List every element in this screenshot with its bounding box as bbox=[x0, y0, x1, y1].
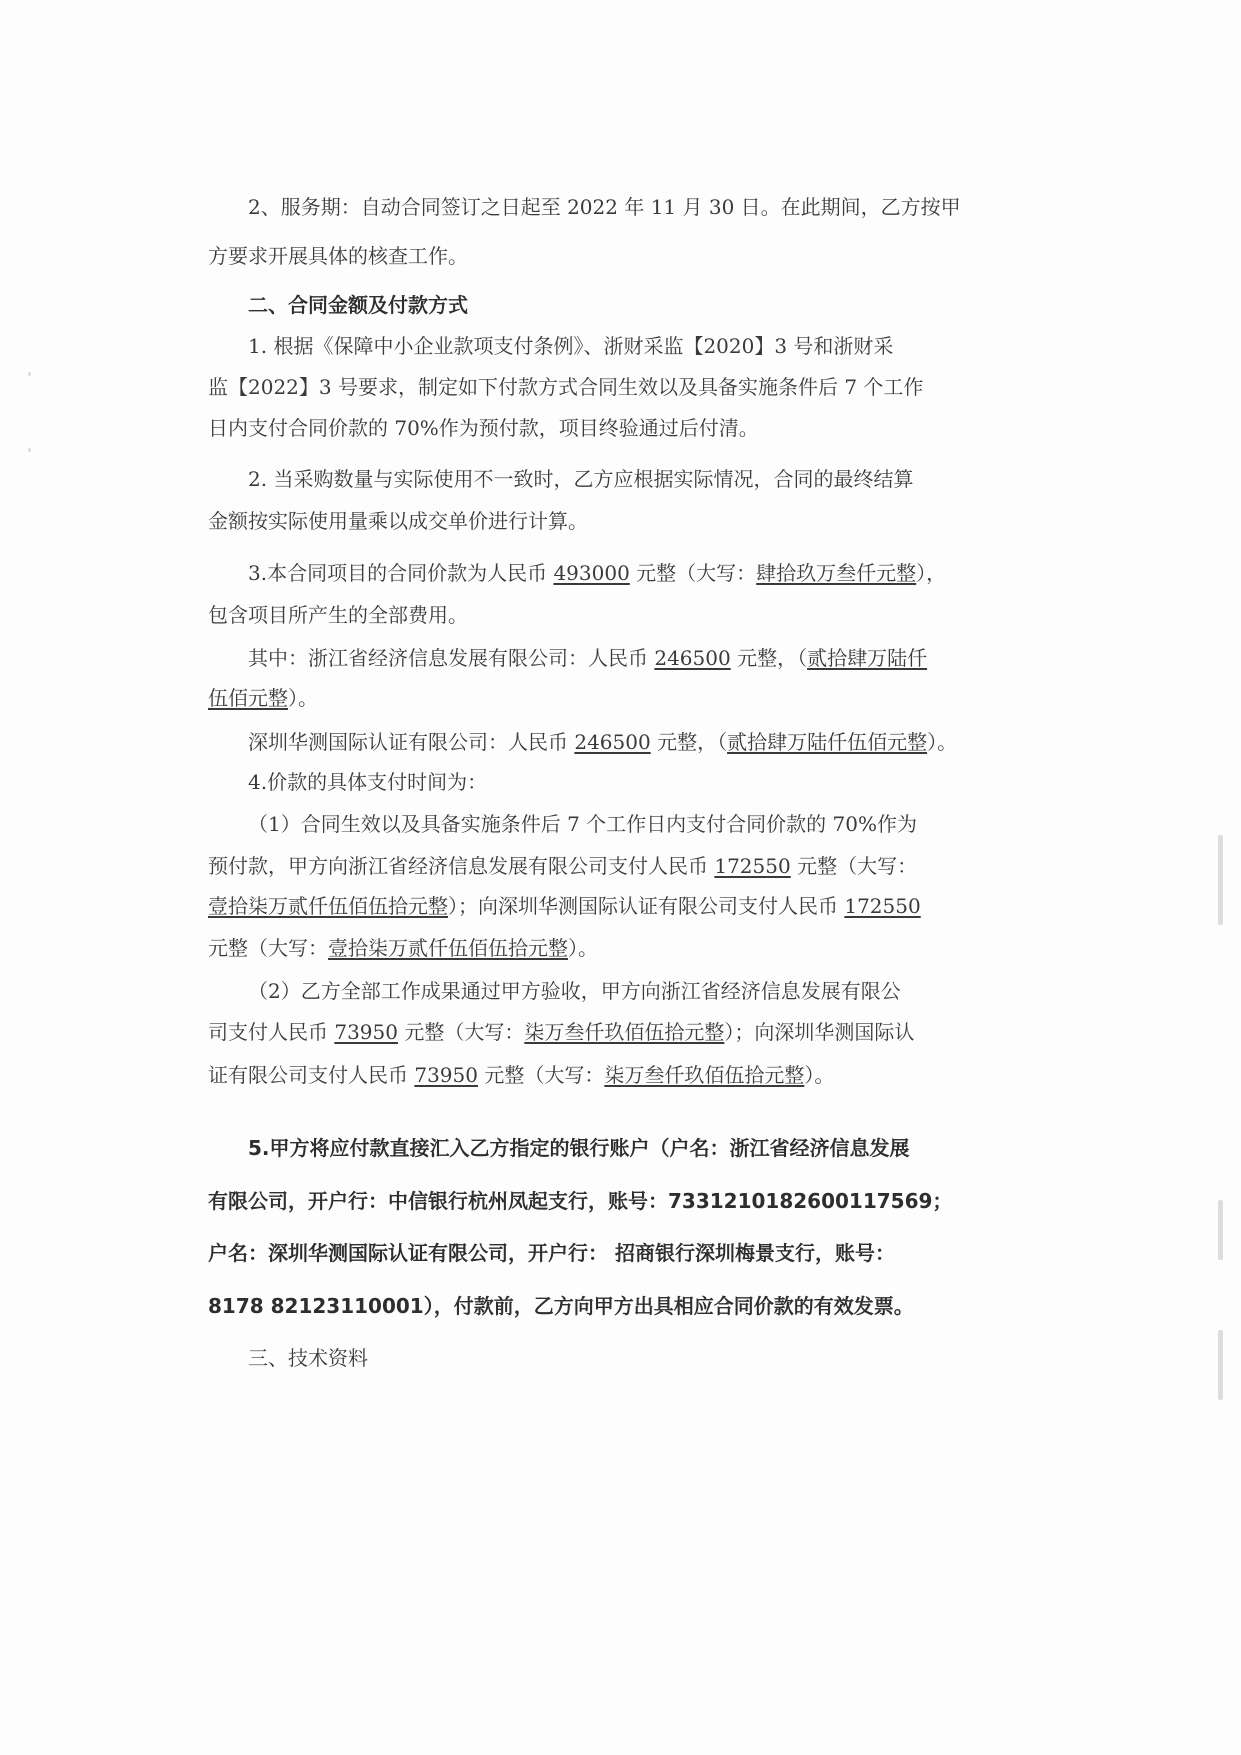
paragraph-line: 有限公司，开户行：中信银行杭州凤起支行，账号：7331210182600117569； bbox=[208, 1189, 953, 1213]
paragraph-line: 1. 根据《保障中小企业款项支付条例》、浙财采监【2020】3 号和浙财采 bbox=[248, 334, 894, 358]
amount-in-words: 壹拾柒万贰仟伍佰伍拾元整 bbox=[208, 894, 448, 918]
text-span: 元整（大写： bbox=[397, 1020, 525, 1044]
paragraph-line: 监【2022】3 号要求，制定如下付款方式合同生效以及具备实施条件后 7 个工作 bbox=[208, 375, 924, 399]
amount-value: 73950 bbox=[414, 1063, 478, 1087]
paragraph-line: 方要求开展具体的核查工作。 bbox=[208, 244, 468, 268]
paragraph-line: 包含项目所产生的全部费用。 bbox=[208, 603, 468, 627]
amount-value: 246500 bbox=[654, 646, 731, 670]
paragraph-line: 金额按实际使用量乘以成交单价进行计算。 bbox=[208, 509, 588, 533]
text-span: ）。 bbox=[288, 686, 318, 710]
text-span: ）。 bbox=[568, 936, 598, 960]
text-span: 元整，（ bbox=[730, 646, 808, 670]
paragraph-line bbox=[208, 682, 318, 714]
paragraph-line bbox=[208, 850, 917, 882]
amount-in-words: 贰拾肆万陆仟伍佰元整 bbox=[727, 730, 928, 754]
amount-in-words: 肆拾玖万叁仟元整 bbox=[756, 561, 917, 585]
paragraph-line: 8178 82123110001），付款前，乙方向甲方出具相应合同价款的有效发票。 bbox=[208, 1294, 914, 1318]
paragraph-line: 2、服务期：自动合同签订之日起至 2022 年 11 月 30 日。在此期间，乙方按甲 bbox=[248, 195, 961, 219]
text-span: 深圳华测国际认证有限公司：人民币 bbox=[248, 730, 575, 754]
text-span: ）。 bbox=[927, 730, 958, 754]
scan-artifact bbox=[1218, 1330, 1223, 1400]
text-span: 预付款，甲方向浙江省经济信息发展有限公司支付人民币 bbox=[208, 854, 715, 878]
text-span: 司支付人民币 bbox=[208, 1020, 335, 1044]
paragraph-line: 5.甲方将应付款直接汇入乙方指定的银行账户（户名：浙江省经济信息发展 bbox=[248, 1136, 910, 1160]
paragraph-line bbox=[208, 1059, 834, 1091]
paragraph-line bbox=[208, 932, 598, 964]
amount-in-words: 柒万叁仟玖佰伍拾元整 bbox=[604, 1063, 805, 1087]
amount-in-words: 壹拾柒万贰仟伍佰伍拾元整 bbox=[328, 936, 568, 960]
amount-value: 493000 bbox=[553, 561, 630, 585]
amount-in-words: 贰拾肆万陆仟 bbox=[807, 646, 928, 670]
amount-in-words: 柒万叁仟玖佰伍拾元整 bbox=[524, 1020, 725, 1044]
paragraph-line bbox=[248, 642, 927, 674]
scan-artifact bbox=[1218, 835, 1223, 925]
text-span: 元整，（ bbox=[650, 730, 728, 754]
paragraph-line bbox=[208, 890, 921, 922]
paragraph-line: 4.价款的具体支付时间为： bbox=[248, 770, 488, 794]
text-span: 元整（大写： bbox=[629, 561, 757, 585]
text-span: ）；向深圳华测国际认证有限公司支付人民币 bbox=[448, 894, 845, 918]
text-span: ）， bbox=[916, 561, 947, 585]
paragraph-line: （2）乙方全部工作成果通过甲方验收，甲方向浙江省经济信息发展有限公 bbox=[248, 979, 901, 1003]
amount-value: 246500 bbox=[574, 730, 651, 754]
text-span: 元整（大写： bbox=[790, 854, 918, 878]
paragraph-line: 日内支付合同价款的 70%作为预付款，项目终验通过后付清。 bbox=[208, 416, 759, 440]
section-heading: 三、技术资料 bbox=[248, 1346, 368, 1370]
text-span: 元整（大写： bbox=[477, 1063, 605, 1087]
paragraph-line bbox=[208, 1016, 914, 1048]
text-span: ）。 bbox=[804, 1063, 835, 1087]
scan-artifact bbox=[1218, 1200, 1223, 1260]
paragraph-line: 2. 当采购数量与实际使用不一致时，乙方应根据实际情况，合同的最终结算 bbox=[248, 467, 914, 491]
paragraph-line: （1）合同生效以及具备实施条件后 7 个工作日内支付合同价款的 70%作为 bbox=[248, 812, 917, 836]
amount-in-words: 伍佰元整 bbox=[208, 686, 288, 710]
text-span: 元整（大写： bbox=[208, 936, 328, 960]
amount-value: 73950 bbox=[334, 1020, 398, 1044]
section-heading: 二、合同金额及付款方式 bbox=[248, 293, 468, 317]
amount-value: 172550 bbox=[714, 854, 791, 878]
paragraph-line bbox=[248, 557, 946, 589]
text-span: 其中：浙江省经济信息发展有限公司：人民币 bbox=[248, 646, 655, 670]
text-span: ）；向深圳华测国际认 bbox=[724, 1020, 915, 1044]
scan-artifact bbox=[28, 448, 31, 452]
paragraph-line: 户名：深圳华测国际认证有限公司，开户行： 招商银行深圳梅景支行，账号： bbox=[208, 1241, 895, 1265]
text-span: 证有限公司支付人民币 bbox=[208, 1063, 415, 1087]
scan-artifact bbox=[28, 372, 31, 376]
text-span: 3.本合同项目的合同价款为人民币 bbox=[248, 561, 554, 585]
amount-value: 172550 bbox=[844, 894, 921, 918]
paragraph-line bbox=[248, 726, 957, 758]
